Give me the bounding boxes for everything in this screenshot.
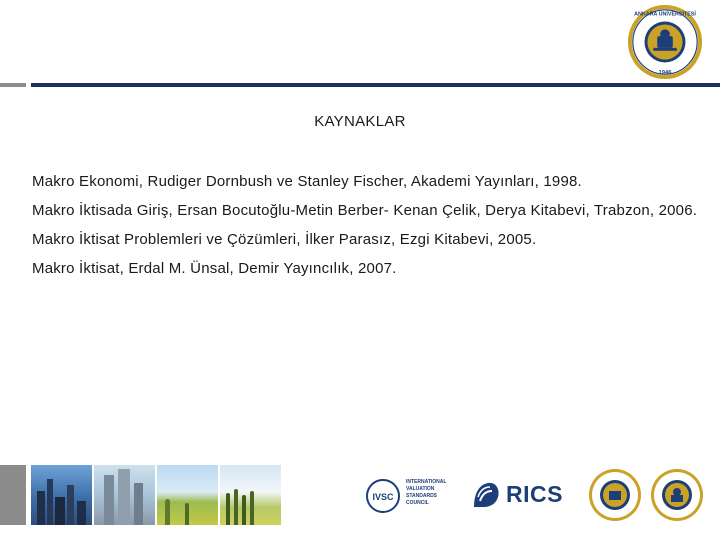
photo-countryside	[220, 465, 281, 525]
rics-lion-icon	[468, 477, 504, 513]
university-seal-logo	[626, 3, 704, 81]
ivsc-word: VALUATION	[406, 486, 435, 492]
ivsc-word: COUNCIL	[406, 500, 429, 506]
header-rule	[31, 83, 720, 87]
ivsc-word: STANDARDS	[406, 493, 438, 499]
reference-item: Makro Ekonomi, Rudiger Dornbush ve Stanley Fischer, Akademi Yayınları, 1998.	[32, 173, 582, 190]
partner-logos	[360, 465, 720, 525]
reference-list	[32, 167, 702, 283]
seal-name-text: ANKARA ÜNİVERSİTESİ	[634, 11, 696, 18]
reference-item: Makro İktisat, Erdal M. Ünsal, Demir Yayıncılık, 2007.	[32, 260, 397, 277]
partner-seal-icon	[588, 468, 642, 522]
reference-item: Makro İktisada Giriş, Ersan Bocutoğlu-Metin Berber- Kenan Çelik, Derya Kitabevi, Trabzon, 2006.	[32, 202, 698, 219]
ivsc-abbr: IVSC	[372, 492, 394, 502]
ivsc-logo-icon	[366, 479, 400, 513]
reference-item: Makro İktisat Problemleri ve Çözümleri, İlker Parasız, Ezgi Kitabevi, 2005.	[32, 231, 537, 248]
photo-modern-towers	[94, 465, 155, 525]
footer-bar-left	[0, 465, 26, 525]
photo-city-skyline	[31, 465, 92, 525]
header-rule-left	[0, 83, 26, 87]
ivsc-words	[406, 479, 460, 507]
page-title: KAYNAKLAR	[314, 113, 406, 130]
ivsc-word: INTERNATIONAL	[406, 479, 447, 485]
university-seal-small-icon	[650, 468, 704, 522]
rics-wordmark: RICS	[506, 481, 563, 507]
seal-year-text: 1946	[658, 70, 672, 77]
photo-green-field	[157, 465, 218, 525]
